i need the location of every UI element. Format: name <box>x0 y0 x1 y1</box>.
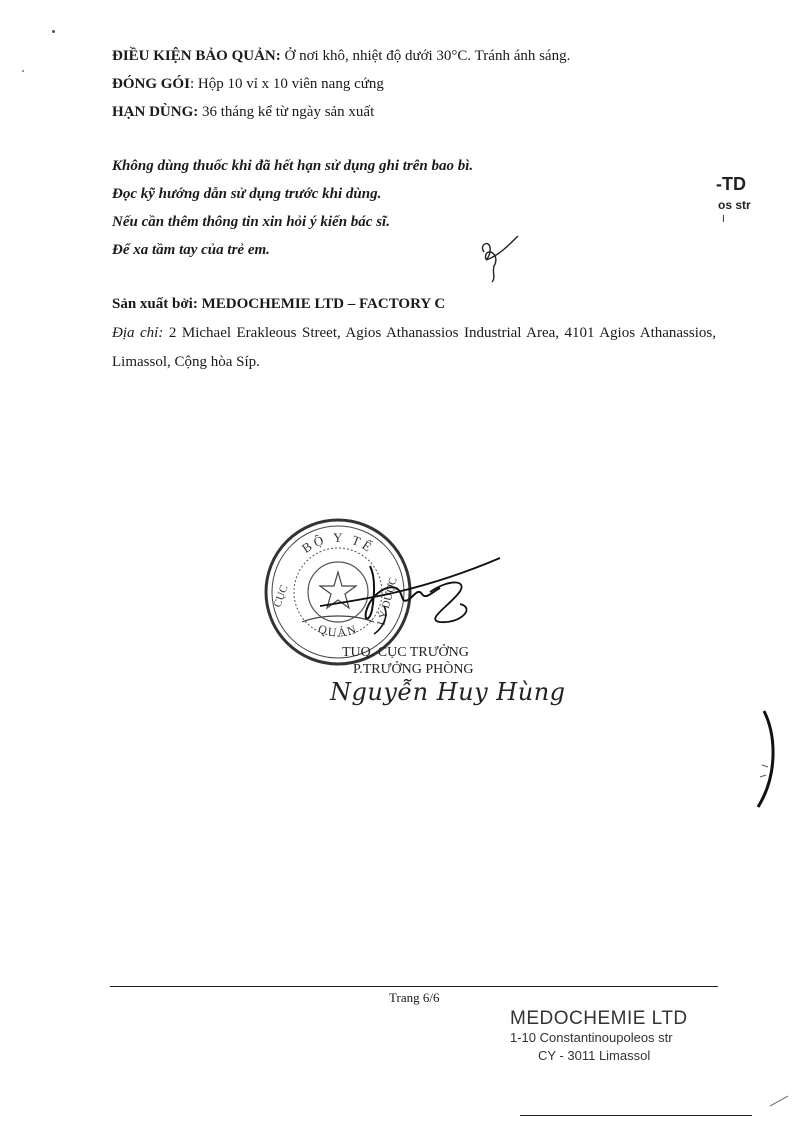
warning-line: Để xa tầm tay của trẻ em. <box>112 242 270 258</box>
address-text: 2 Michael Erakleous Street, Agios Athanassios Industrial Area, 4101 Agios Athanassios, Limassol, Cộng hòa Síp. <box>112 325 716 370</box>
seal-bottom-text: QUẢN <box>316 621 360 640</box>
address-label: Địa chỉ: <box>112 325 164 341</box>
warning-line: Đọc kỹ hướng dẫn sử dụng trước khi dùng. <box>112 186 382 202</box>
company-stamp-street: 1-10 Constantinoupoleos str <box>510 1030 673 1045</box>
manufacturer-label: Sản xuất bởi: <box>112 296 198 312</box>
storage-label: ĐIỀU KIỆN BẢO QUẢN: <box>112 48 281 64</box>
manufacturer-address <box>112 319 716 377</box>
bottom-tick <box>768 1092 792 1108</box>
bottom-rule <box>520 1115 752 1116</box>
manufacturer-line <box>112 296 445 313</box>
page-number: Trang 6/6 <box>389 990 440 1005</box>
company-stamp-city: CY - 3011 Limassol <box>538 1048 651 1063</box>
company-stamp-name: MEDOCHEMIE LTD <box>510 1008 688 1029</box>
director-signature <box>300 548 530 648</box>
warning-line: Không dùng thuốc khi đã hết hạn sử dụng ghi trên bao bì. <box>112 158 474 174</box>
signatory-title-1: TUQ. CỤC TRƯỞNG <box>342 645 469 660</box>
expiry-line <box>112 104 374 121</box>
expiry-value: 36 tháng kể từ ngày sản xuất <box>198 104 375 120</box>
expiry-label: HẠN DÙNG: <box>112 104 199 120</box>
storage-value: Ở nơi khô, nhiệt độ dưới 30°C. Tránh ánh sáng. <box>280 48 571 64</box>
initial-mark <box>470 230 530 285</box>
manufacturer-name: MEDOCHEMIE LTD – FACTORY C <box>197 296 446 312</box>
storage-line <box>112 48 570 65</box>
warning-line: Nếu cần thêm thông tin xin hỏi ý kiến bác sĩ. <box>112 214 390 230</box>
signatory-name: Nguyễn Huy Hùng <box>330 678 566 706</box>
packaging-line <box>112 76 384 93</box>
packaging-label: ĐÓNG GÓI <box>112 76 190 92</box>
seal-top-text: BỘ Y TẾ <box>299 529 377 556</box>
seal-right-text: LÝ DƯỢC <box>375 576 400 627</box>
packaging-value: : Hộp 10 vỉ x 10 viên nang cứng <box>189 76 384 92</box>
signatory-title-2: P.TRƯỞNG PHÒNG <box>353 662 474 677</box>
speck <box>22 70 24 72</box>
margin-stamp-line: os str <box>718 198 751 212</box>
seal-left-text: CỤC <box>271 583 291 610</box>
edge-mark <box>748 705 788 815</box>
speck <box>52 30 55 33</box>
margin-stamp-line: -TD <box>716 174 746 194</box>
footer-rule <box>110 986 718 987</box>
margin-stamp-line: I <box>722 214 725 225</box>
